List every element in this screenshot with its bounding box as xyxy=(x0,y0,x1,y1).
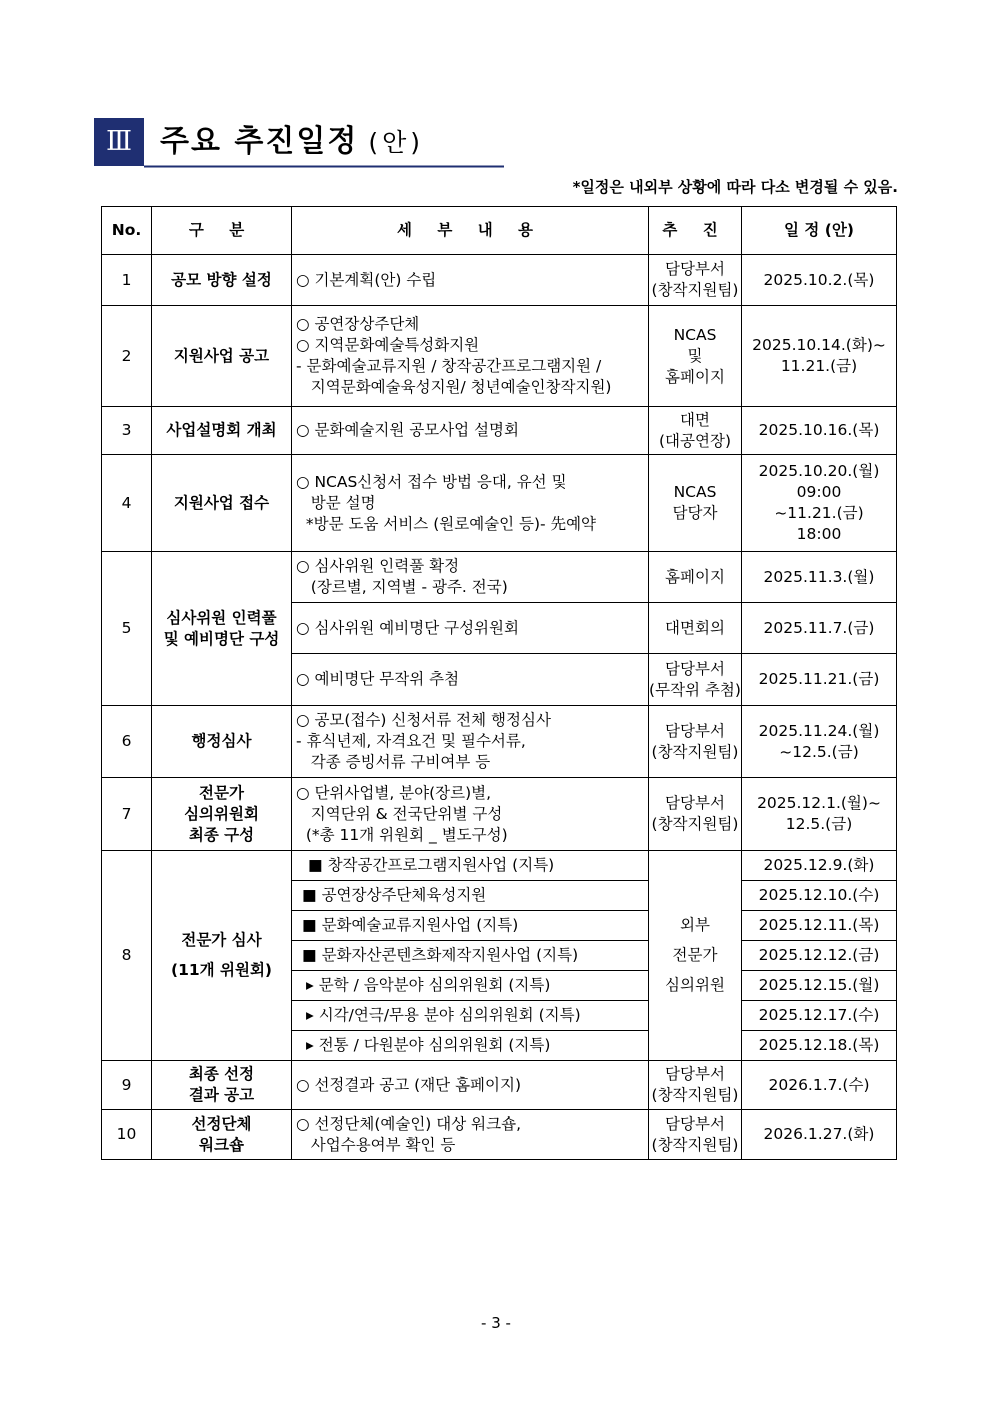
section-title xyxy=(160,120,424,165)
agent-line: (창작지원팀) xyxy=(651,281,739,299)
row-detail xyxy=(292,1031,649,1061)
row-detail xyxy=(292,1001,649,1031)
header-no: No. xyxy=(102,207,152,255)
schedule-note: *일정은 내외부 상황에 따라 다소 변경될 수 있음. xyxy=(572,178,898,196)
detail-line: ○ 선정결과 공고 (재단 홈페이지) xyxy=(296,1075,522,1094)
row-date xyxy=(742,455,897,552)
row-detail xyxy=(292,1110,649,1160)
header-detail: 세 부 내 용 xyxy=(292,207,649,255)
detail-line: ○ 공연장상주단체 xyxy=(296,315,420,333)
date-line: 09:00 xyxy=(796,483,842,501)
row-agent xyxy=(649,1110,742,1160)
row-date: 2025.11.3.(월) xyxy=(742,552,897,603)
date-line: ~12.5.(금) xyxy=(779,742,859,761)
table-row xyxy=(102,407,897,455)
row-category: 행정심사 xyxy=(152,706,292,778)
row-detail xyxy=(292,1061,649,1110)
agent-line: 담당부서 xyxy=(665,659,725,678)
row-date: 2025.11.21.(금) xyxy=(742,654,897,706)
row-date: 2025.12.11.(목) xyxy=(742,911,897,941)
row-detail xyxy=(292,255,649,306)
section-title-text: 주요 추진일정 xyxy=(160,124,359,159)
row-agent xyxy=(649,1061,742,1110)
agent-line: 심의위원 xyxy=(665,976,725,994)
row-agent xyxy=(649,255,742,306)
detail-line: ○ 공모(접수) 신청서류 전체 행정심사 xyxy=(296,711,551,729)
date-line: 12.5.(금) xyxy=(785,815,853,833)
agent-line: 담당부서 xyxy=(665,260,725,278)
row-no: 5 xyxy=(102,552,152,706)
date-line: 18:00 xyxy=(796,525,842,543)
detail-line: *방문 도움 서비스 (원로예술인 등)- 先예약 xyxy=(296,514,597,533)
header-category: 구 분 xyxy=(152,207,292,255)
detail-line: 방문 설명 xyxy=(296,493,376,512)
row-detail xyxy=(292,778,649,851)
row-agent xyxy=(649,706,742,778)
row-agent xyxy=(649,654,742,706)
detail-line: - 휴식년제, 자격요건 및 필수서류, xyxy=(296,732,526,750)
row-agent xyxy=(649,455,742,552)
agent-line: 담당부서 xyxy=(665,1114,725,1133)
agent-line: 담당부서 xyxy=(665,721,725,740)
table-row xyxy=(102,1110,897,1160)
row-detail xyxy=(292,881,649,911)
row-category: 공모 방향 설정 xyxy=(152,255,292,306)
row-detail xyxy=(292,851,649,881)
agent-line: NCAS xyxy=(673,325,717,344)
agent-line: (창작지원팀) xyxy=(651,1086,739,1104)
table-row xyxy=(102,851,897,881)
detail-line: - 문화예술교류지원 / 창작공간프로그램지원 / xyxy=(296,357,602,375)
category-line: 심의위원회 xyxy=(184,804,259,823)
row-date: 2025.11.7.(금) xyxy=(742,603,897,654)
category-line: 및 예비명단 구성 xyxy=(163,629,280,648)
row-agent xyxy=(649,407,742,455)
row-date: 2025.12.9.(화) xyxy=(742,851,897,881)
category-line: 결과 공고 xyxy=(188,1086,255,1104)
section-heading xyxy=(94,118,504,168)
date-line: 2025.10.20.(월) xyxy=(758,462,880,480)
table-row xyxy=(102,552,897,603)
detail-line: ○ 심사위원 예비명단 구성위원회 xyxy=(296,618,519,637)
table-row xyxy=(102,778,897,851)
row-no: 1 xyxy=(102,255,152,306)
category-line: (11개 위원회) xyxy=(170,961,273,979)
row-detail xyxy=(292,603,649,654)
row-category xyxy=(152,778,292,851)
row-no: 2 xyxy=(102,306,152,407)
table-header-row xyxy=(102,207,897,255)
detail-line: ■ 문화자산콘텐츠화제작지원사업 (지특) xyxy=(302,946,579,964)
detail-line: ■ 공연장상주단체육성지원 xyxy=(302,886,487,904)
date-line: 2025.10.14.(화)~ xyxy=(752,336,886,354)
date-line: ~11.21.(금) xyxy=(774,504,864,522)
detail-line: ○ 심사위원 인력풀 확정 xyxy=(296,557,460,575)
header-date: 일 정 (안) xyxy=(742,207,897,255)
detail-line: ▸ 전통 / 다원분야 심의위원회 (지특) xyxy=(306,1036,551,1054)
row-detail xyxy=(292,552,649,603)
detail-line: ○ 문화예술지원 공모사업 설명회 xyxy=(296,421,519,439)
row-date: 2025.12.15.(월) xyxy=(742,971,897,1001)
header-agent: 추 진 xyxy=(649,207,742,255)
row-no: 9 xyxy=(102,1061,152,1110)
agent-line: 대면 xyxy=(680,410,710,429)
row-date: 2026.1.7.(수) xyxy=(742,1061,897,1110)
row-category: 지원사업 접수 xyxy=(152,455,292,552)
row-detail xyxy=(292,971,649,1001)
agent-line: 홈페이지 xyxy=(665,367,725,386)
page-number: - 3 - xyxy=(481,1314,511,1332)
category-line: 워크숍 xyxy=(199,1135,244,1154)
row-no: 6 xyxy=(102,706,152,778)
row-category xyxy=(152,1110,292,1160)
agent-line: 외부 xyxy=(680,916,710,934)
detail-line: ▸ 문학 / 음악분야 심의위원회 (지특) xyxy=(306,976,551,994)
detail-line: ○ 예비명단 무작위 추첨 xyxy=(296,670,460,688)
detail-line: 지역문화예술육성지원/ 청년예술인창작지원) xyxy=(296,378,612,396)
row-agent xyxy=(649,778,742,851)
row-no: 8 xyxy=(102,851,152,1061)
detail-line: (*총 11개 위원회 _ 별도구성) xyxy=(296,825,508,844)
detail-line: ○ 지역문화예술특성화지원 xyxy=(296,336,480,354)
row-date: 2025.12.10.(수) xyxy=(742,881,897,911)
row-agent: 홈페이지 xyxy=(649,552,742,603)
row-date: 2025.10.16.(목) xyxy=(742,407,897,455)
date-line: 11.21.(금) xyxy=(780,357,858,375)
date-line: 2025.11.24.(월) xyxy=(758,721,880,740)
detail-line: (장르별, 지역별 - 광주. 전국) xyxy=(296,578,508,596)
row-detail xyxy=(292,941,649,971)
row-no: 4 xyxy=(102,455,152,552)
row-date: 2026.1.27.(화) xyxy=(742,1110,897,1160)
row-no: 3 xyxy=(102,407,152,455)
date-line: 2025.12.1.(월)~ xyxy=(757,794,881,812)
agent-line: (무작위 추첨) xyxy=(649,680,741,699)
category-line: 전문가 xyxy=(199,783,244,802)
row-category xyxy=(152,1061,292,1110)
detail-line: ○ NCAS신청서 접수 방법 응대, 유선 및 xyxy=(296,472,567,491)
section-subtitle: (안) xyxy=(368,128,424,157)
schedule-table xyxy=(101,206,897,1160)
row-no: 10 xyxy=(102,1110,152,1160)
row-agent xyxy=(649,306,742,407)
row-date: 2025.10.2.(목) xyxy=(742,255,897,306)
agent-line: 담당부서 xyxy=(665,1065,725,1083)
row-category xyxy=(152,851,292,1061)
agent-line: (대공연장) xyxy=(659,431,731,450)
agent-line: (창작지원팀) xyxy=(651,815,739,833)
row-detail xyxy=(292,306,649,407)
row-detail xyxy=(292,407,649,455)
row-category xyxy=(152,552,292,706)
detail-line: ○ 단위사업별, 분야(장르)별, xyxy=(296,783,492,802)
detail-line: ■ 문화예술교류지원사업 (지특) xyxy=(302,916,519,934)
row-agent: 대면회의 xyxy=(649,603,742,654)
detail-line: 사업수용여부 확인 등 xyxy=(296,1135,456,1154)
agent-line: 전문가 xyxy=(672,946,718,964)
detail-line: 지역단위 & 전국단위별 구성 xyxy=(296,804,503,823)
row-date: 2025.12.12.(금) xyxy=(742,941,897,971)
row-date xyxy=(742,778,897,851)
detail-line: ○ 기본계획(안) 수립 xyxy=(296,270,437,289)
agent-line: 및 xyxy=(687,346,703,365)
row-category: 사업설명회 개최 xyxy=(152,407,292,455)
row-category: 지원사업 공고 xyxy=(152,306,292,407)
row-agent xyxy=(649,851,742,1061)
row-date: 2025.12.18.(목) xyxy=(742,1031,897,1061)
category-line: 심사위원 인력풀 xyxy=(166,608,277,627)
row-date xyxy=(742,706,897,778)
row-detail xyxy=(292,654,649,706)
row-date: 2025.12.17.(수) xyxy=(742,1001,897,1031)
row-date xyxy=(742,306,897,407)
detail-line: ▸ 시각/연극/무용 분야 심의위원회 (지특) xyxy=(306,1006,581,1024)
agent-line: (창작지원팀) xyxy=(651,742,739,761)
table-row xyxy=(102,306,897,407)
table-row xyxy=(102,706,897,778)
section-number: Ⅲ xyxy=(94,118,144,166)
row-detail xyxy=(292,706,649,778)
agent-line: 담당자 xyxy=(672,504,718,522)
row-detail xyxy=(292,455,649,552)
agent-line: 담당부서 xyxy=(665,794,725,812)
category-line: 최종 구성 xyxy=(188,825,255,844)
row-no: 7 xyxy=(102,778,152,851)
category-line: 선정단체 xyxy=(191,1114,252,1133)
detail-line: ○ 선정단체(예술인) 대상 워크숍, xyxy=(296,1114,522,1133)
detail-line: 각종 증빙서류 구비여부 등 xyxy=(296,753,491,771)
category-line: 전문가 심사 xyxy=(181,931,262,949)
agent-line: NCAS xyxy=(673,483,717,501)
detail-line: ■ 창작공간프로그램지원사업 (지특) xyxy=(308,856,555,874)
table-row xyxy=(102,455,897,552)
agent-line: (창작지원팀) xyxy=(651,1135,739,1154)
table-row xyxy=(102,1061,897,1110)
row-detail xyxy=(292,911,649,941)
category-line: 최종 선정 xyxy=(188,1065,255,1083)
table-row xyxy=(102,255,897,306)
